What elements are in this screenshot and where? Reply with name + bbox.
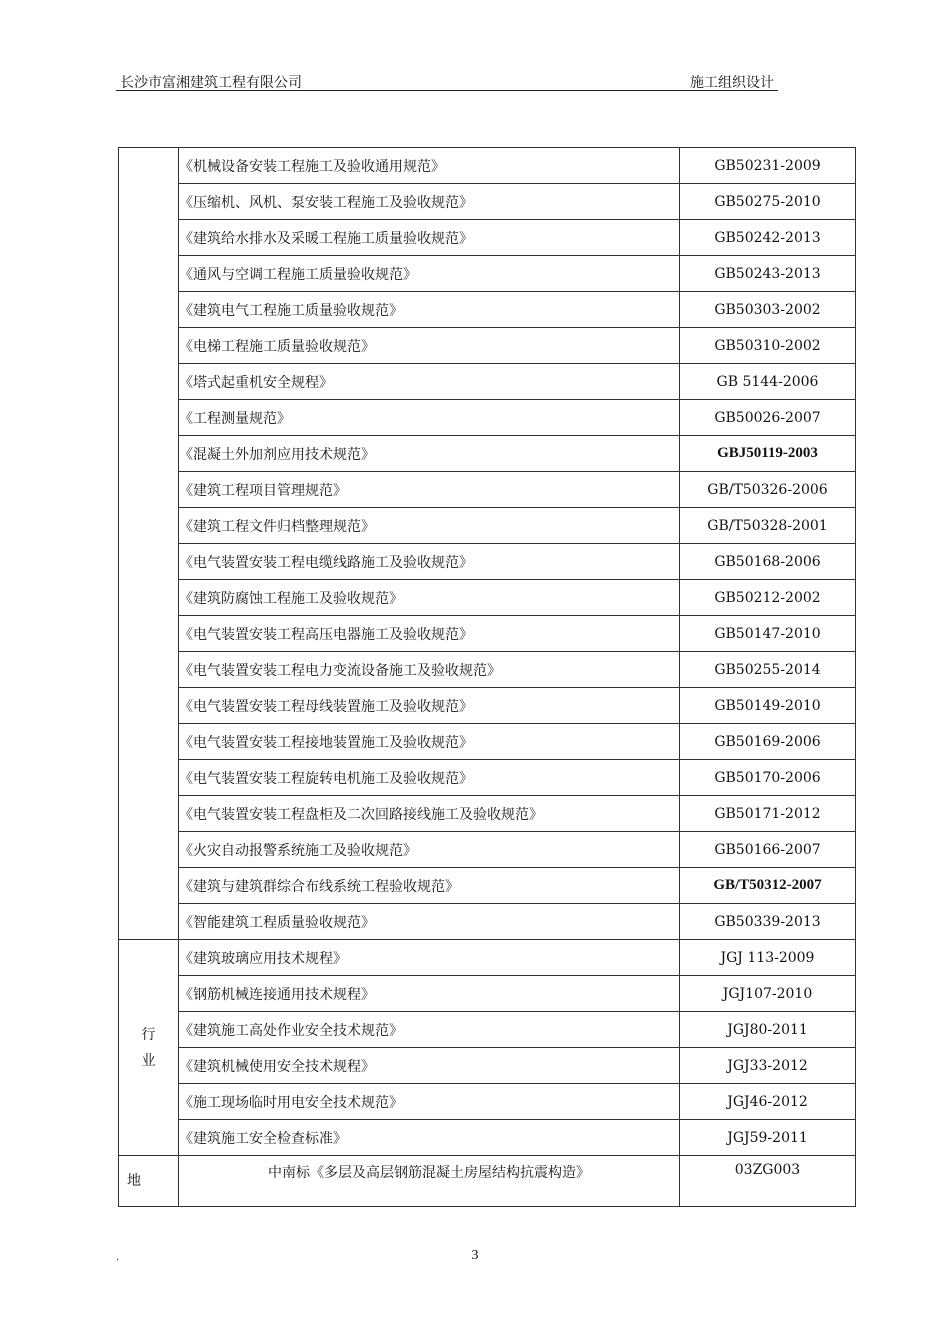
standard-code: GB50170-2006 xyxy=(680,760,856,796)
table-row xyxy=(119,1012,856,1048)
standard-name: 《电气装置安装工程电缆线路施工及验收规范》 xyxy=(179,544,680,580)
table-row xyxy=(119,760,856,796)
standard-code: JGJ 113-2009 xyxy=(680,940,856,976)
table-row xyxy=(119,976,856,1012)
standards-table xyxy=(118,147,856,1207)
standard-name: 《智能建筑工程质量验收规范》 xyxy=(179,904,680,940)
standard-name: 《钢筋机械连接通用技术规程》 xyxy=(179,976,680,1012)
standard-code: JGJ33-2012 xyxy=(680,1048,856,1084)
standard-code: GB50242-2013 xyxy=(680,220,856,256)
table-row xyxy=(119,1048,856,1084)
table-row xyxy=(119,652,856,688)
standard-name: 《建筑电气工程施工质量验收规范》 xyxy=(179,292,680,328)
table-row xyxy=(119,1120,856,1156)
standard-code: GB50026-2007 xyxy=(680,400,856,436)
standard-code: GB50168-2006 xyxy=(680,544,856,580)
standard-code: GB50147-2010 xyxy=(680,616,856,652)
standard-code: GBJ50119-2003 xyxy=(680,436,856,472)
standard-name: 《电气装置安装工程母线装置施工及验收规范》 xyxy=(179,688,680,724)
table-row xyxy=(119,544,856,580)
standard-name: 《电气装置安装工程电力变流设备施工及验收规范》 xyxy=(179,652,680,688)
standard-code: GB50231-2009 xyxy=(680,148,856,184)
standard-name: 《电气装置安装工程接地装置施工及验收规范》 xyxy=(179,724,680,760)
standard-name: 《混凝土外加剂应用技术规范》 xyxy=(179,436,680,472)
standard-code: GB50171-2012 xyxy=(680,796,856,832)
table-row xyxy=(119,904,856,940)
category-industry-label: 行 业 xyxy=(141,1026,156,1069)
category-national-cell xyxy=(119,148,179,940)
table-row xyxy=(119,184,856,220)
footer-mark: . xyxy=(116,1252,120,1263)
standard-name: 《电梯工程施工质量验收规范》 xyxy=(179,328,680,364)
standard-code: GB/T50326-2006 xyxy=(680,472,856,508)
table-row xyxy=(119,436,856,472)
standards-table-body xyxy=(119,148,856,1207)
standard-code: GB50243-2013 xyxy=(680,256,856,292)
standard-code: GB50212-2002 xyxy=(680,580,856,616)
standard-code: GB/T50312-2007 xyxy=(680,868,856,904)
standard-code: JGJ59-2011 xyxy=(680,1120,856,1156)
table-row xyxy=(119,724,856,760)
table-row xyxy=(119,940,856,976)
table-row xyxy=(119,328,856,364)
standard-code: GB50339-2013 xyxy=(680,904,856,940)
standard-name: 《电气装置安装工程旋转电机施工及验收规范》 xyxy=(179,760,680,796)
page-number: 3 xyxy=(471,1248,479,1263)
table-row xyxy=(119,364,856,400)
table-row xyxy=(119,1156,856,1207)
table-row xyxy=(119,616,856,652)
standard-name: 《建筑给水排水及采暖工程施工质量验收规范》 xyxy=(179,220,680,256)
standard-code: GB50275-2010 xyxy=(680,184,856,220)
table-row xyxy=(119,148,856,184)
standard-name: 《工程测量规范》 xyxy=(179,400,680,436)
table-row xyxy=(119,256,856,292)
standard-code: GB/T50328-2001 xyxy=(680,508,856,544)
standard-code: GB 5144-2006 xyxy=(680,364,856,400)
standard-name: 《施工现场临时用电安全技术规范》 xyxy=(179,1084,680,1120)
standard-code: GB50310-2002 xyxy=(680,328,856,364)
table-row xyxy=(119,220,856,256)
standard-code: JGJ107-2010 xyxy=(680,976,856,1012)
standard-code: GB50166-2007 xyxy=(680,832,856,868)
standard-name: 《建筑工程文件归档整理规范》 xyxy=(179,508,680,544)
standard-name: 《塔式起重机安全规程》 xyxy=(179,364,680,400)
standard-code: JGJ46-2012 xyxy=(680,1084,856,1120)
standard-name: 《压缩机、风机、泵安装工程施工及验收规范》 xyxy=(179,184,680,220)
table-row xyxy=(119,472,856,508)
standard-name: 《建筑施工安全检查标准》 xyxy=(179,1120,680,1156)
standard-name: 中南标《多层及高层钢筋混凝土房屋结构抗震构造》 xyxy=(179,1156,680,1207)
standard-code: GB50255-2014 xyxy=(680,652,856,688)
table-row xyxy=(119,508,856,544)
standard-name: 《通风与空调工程施工质量验收规范》 xyxy=(179,256,680,292)
standard-name: 《建筑与建筑群综合布线系统工程验收规范》 xyxy=(179,868,680,904)
standard-name: 《电气装置安装工程盘柜及二次回路接线施工及验收规范》 xyxy=(179,796,680,832)
document-title: 施工组织设计 xyxy=(690,75,774,91)
standard-code: GB50303-2002 xyxy=(680,292,856,328)
standard-code: 03ZG003 xyxy=(680,1156,856,1207)
standard-name: 《电气装置安装工程高压电器施工及验收规范》 xyxy=(179,616,680,652)
category-local-cell: 地 xyxy=(119,1156,179,1207)
table-row xyxy=(119,868,856,904)
table-row xyxy=(119,688,856,724)
category-industry-cell xyxy=(119,940,179,1156)
table-row xyxy=(119,1084,856,1120)
table-row xyxy=(119,832,856,868)
standard-name: 《机械设备安装工程施工及验收通用规范》 xyxy=(179,148,680,184)
company-name: 长沙市富湘建筑工程有限公司 xyxy=(120,75,302,91)
page-header xyxy=(116,70,778,91)
table-row xyxy=(119,796,856,832)
standard-code: GB50149-2010 xyxy=(680,688,856,724)
standard-name: 《建筑机械使用安全技术规程》 xyxy=(179,1048,680,1084)
standard-code: JGJ80-2011 xyxy=(680,1012,856,1048)
standard-code: GB50169-2006 xyxy=(680,724,856,760)
standard-name: 《火灾自动报警系统施工及验收规范》 xyxy=(179,832,680,868)
table-row xyxy=(119,400,856,436)
table-row xyxy=(119,292,856,328)
table-row xyxy=(119,580,856,616)
standard-name: 《建筑防腐蚀工程施工及验收规范》 xyxy=(179,580,680,616)
standard-name: 《建筑施工高处作业安全技术规范》 xyxy=(179,1012,680,1048)
standard-name: 《建筑玻璃应用技术规程》 xyxy=(179,940,680,976)
standard-name: 《建筑工程项目管理规范》 xyxy=(179,472,680,508)
